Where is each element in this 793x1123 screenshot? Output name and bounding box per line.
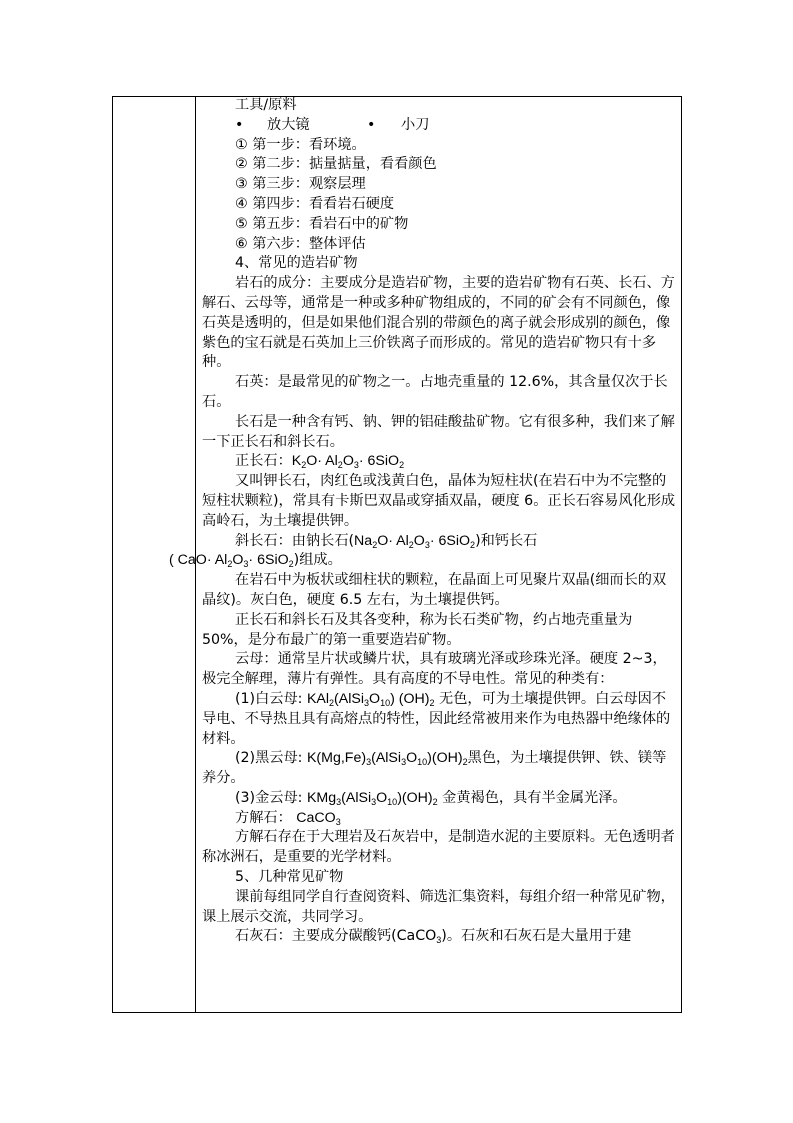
step-item: ⑤ 第五步：看岩石中的矿物 [235,215,409,232]
chemical-formula: $KAl_2(AlSi_3O_{10})$ $(OH)_2$ [306,690,435,708]
document-content [169,96,678,1012]
phlogopite-desc: 金黄褐色，具有半金属光泽。 [437,789,627,806]
orthoclase-formula-line [202,452,678,472]
paragraph-plagioclase: 在岩石中为板状或细柱状的颗粒，在晶面上可见聚片双晶(细而长的双晶纹)。灰白色，硬度 6.5 左右，为土壤提供钙。 [202,572,667,608]
plagioclase-mid: )和钙长石 [475,532,538,549]
chemical-formula: $K_2O\cdot Al_2O_3\cdot 6SiO_2$ [291,453,405,471]
calcite-formula-line [202,809,678,829]
muscovite-desc: 无色，可为土壤提供钾。白云母因不导电、不导热且具有高熔点的特性，因此经常被用来作为电热器中绝缘体的材料。 [202,690,671,747]
section-title: 5、几种常见矿物 [235,869,344,886]
paragraph-feldspar: 长石是一种含有钙、钠、钾的铝硅酸盐矿物。它有很多种，我们来了解一下正长石和斜长石。 [202,413,675,450]
paragraph-section5: 课前每组同学自行查阅资料、筛选汇集资料，每组介绍一种常见矿物，课上展示交流，共同学习。 [202,888,675,925]
chemical-formula: $K(Mg,Fe)_3(AlSi_3O_{10})(OH)_2$ [306,750,468,768]
step-item: ③ 第三步：观察层理 [235,176,366,193]
muscovite-label: (1)白云母: [235,690,307,707]
plagioclase-label: 斜长石：由钠长石( [235,532,355,549]
bullet-icon: • [367,116,376,133]
step-item: ④ 第四步：看看岩石硬度 [235,195,395,212]
plagioclase-end: )组成。 [293,552,342,569]
tools-list [202,116,678,136]
plagioclase-formula-line [169,532,678,572]
step-item: ⑥ 第六步：整体评估 [235,235,366,252]
paragraph-biotite [202,749,678,789]
chemical-formula: $Na_2O\cdot Al_2O_3\cdot 6SiO_2$ [354,532,476,550]
paragraph-limestone: 石灰石：主要成分碳酸钙(CaCO$_3$)。石灰和石灰石是大量用于建 [235,928,632,946]
paragraph-phlogopite [202,789,678,809]
biotite-desc: 黑色，为土壤提供钾、铁、镁等养分。 [202,750,667,787]
paragraph-rock-composition: 岩石的成分：主要成分是造岩矿物，主要的造岩矿物有石英、长石、方解石、云母等，通常是一种或多种矿物组成的，不同的矿会有不同颜色，像石英是透明的，但是如果他们混合别的带颜色的离子就会形成别的颜色，像紫色的宝石就是石英加上三价铁离子而形成的。常见的造岩矿物只有十多种。 [202,275,675,371]
limestone-end: )。石灰和石灰石是大量用于建 [441,928,632,945]
tool-item: 放大镜 [267,116,310,133]
tools-heading: 工具/原料 [235,97,297,113]
paragraph-feldspar-summary: 正长石和斜长石及其各变种，称为长石类矿物，约占地壳重量为 50%，是分布最广的第一重要造岩矿物。 [202,611,633,648]
chemical-formula: $KMg_3(AlSi_3O_{10})(OH)_2$ [306,789,438,807]
chemical-formula: CaCO$_3$ [296,809,341,827]
calcite-label: 方解石： [235,809,292,826]
tool-item: 小刀 [401,116,430,133]
orthoclase-label: 正长石： [235,453,292,470]
step-item: ① 第一步：看环境。 [235,136,366,153]
paragraph-orthoclase: 又叫钾长石，肉红色或浅黄白色，晶体为短柱状(在岩石中为不完整的短柱状颗粒)，常具有卡斯巴双晶或穿插双晶，硬度 6。正长石容易风化形成高岭石，为土壤提供钾。 [202,473,676,529]
paragraph-mica: 云母：通常呈片状或鳞片状，具有玻璃光泽或珍珠光泽。硬度 2~3，极完全解理，薄片有弹性。具有高度的不导电性。常见的种类有： [202,651,667,688]
paragraph-calcite: 方解石存在于大理岩及石灰岩中，是制造水泥的主要原料。无色透明者称冰洲石，是重要的光学材料。 [202,829,675,866]
bullet-icon: • [235,116,244,133]
limestone-text: 石灰石：主要成分碳酸钙(CaCO [235,928,437,945]
paragraph-quartz: 石英：是最常见的矿物之一。占地壳重量的 12.6%，其含量仅次于长石。 [202,374,668,410]
paragraph-muscovite [202,690,678,749]
phlogopite-label: (3)金云母: [235,789,307,806]
section-title: 4、常见的造岩矿物 [235,255,358,272]
step-item: ② 第二步：掂量掂量，看看颜色 [235,156,437,173]
biotite-label: (2)黑云母: [235,750,307,767]
chemical-formula: ( $CaO\cdot Al_2O_3\cdot 6SiO_2$ [169,552,294,570]
